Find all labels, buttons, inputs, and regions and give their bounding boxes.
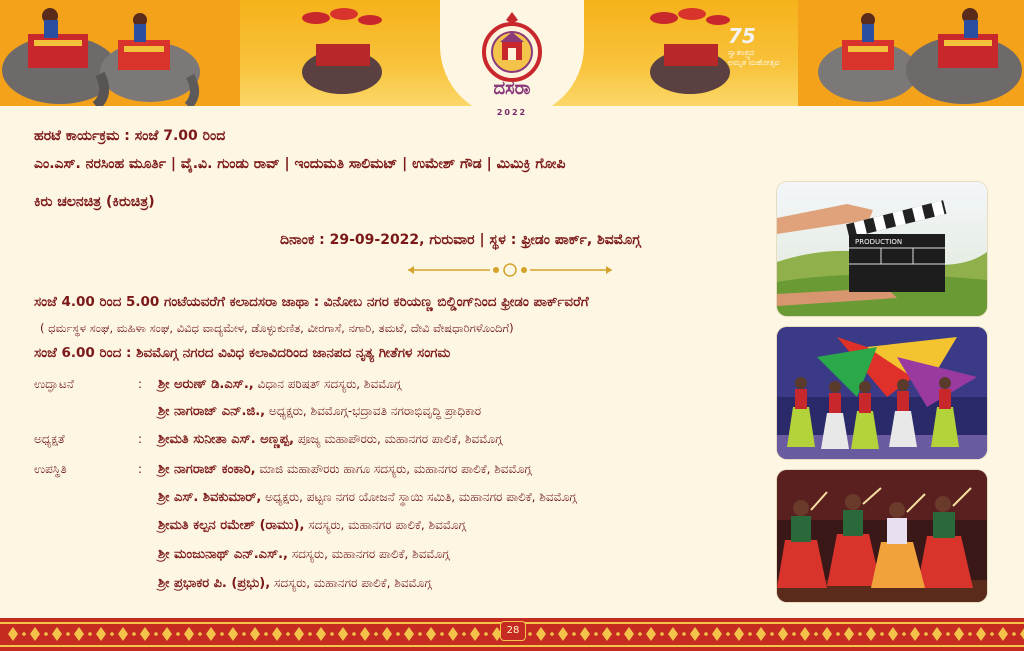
guest-name: ಶ್ರೀ ನಾಗರಾಜ್ ಕಂಕಾರಿ, — [158, 462, 256, 477]
elephant-procession-right — [798, 0, 1024, 106]
guest-row — [34, 490, 577, 505]
guest-colon: : — [138, 432, 143, 446]
guest-row — [34, 462, 532, 477]
jatha-line: ಸಂಜೆ 4.00 ರಿಂದ 5.00 ಗಂಟೆಯವರೆಗೆ ಕಲಾದಸರಾ ಜಾಥಾ : ವಿನೋಬ ನಗರ ಕರಿಯಣ್ಣ ಬಿಲ್ಡಿಂಗ್‌ನಿಂದ ಫ್ರೀಡಂ ಪಾರ್ಕ್‌ವರೆಗೆ — [34, 294, 589, 310]
guest-row — [34, 518, 466, 533]
guest-row — [34, 377, 401, 392]
guest-name: ಶ್ರೀ ಅರುಣ್ ಡಿ.ಎಸ್., — [158, 377, 254, 392]
guest-name: ಶ್ರೀ ಎಸ್. ಶಿವಕುಮಾರ್, — [158, 490, 262, 505]
guest-name: ಶ್ರೀಮತಿ ಕಲ್ಪನ ರಮೇಶ್ (ರಾಮು), — [158, 518, 305, 533]
logo-title: ದಸರಾ — [493, 78, 531, 99]
groups-line: ( ಧರ್ಮಸ್ಥಳ ಸಂಘ, ಮಹಿಳಾ ಸಂಘ, ವಿವಿಧ ವಾದ್ಯಮೇಳ, ಡೊಳ್ಳುಕುಣಿತ, ವೀರಗಾಸೆ, ನಗಾರಿ, ತಮಟೆ, ದೇವಿ ವೇಷಧಾರಿಗಳೊಂದಿಗೆ) — [40, 321, 514, 335]
badge-line-2: ಅಮೃತ ಮಹೋತ್ಸವ — [728, 58, 780, 67]
guest-role: ಉಪಸ್ಥಿತಿ — [34, 462, 67, 476]
guest-row — [34, 576, 432, 591]
short-film-line: ಕಿರು ಚಲನಚಿತ್ರ (ಕಿರುಚಿತ್ರ) — [34, 194, 155, 210]
guest-name: ಶ್ರೀಮತಿ ಸುನೀತಾ ಎಸ್. ಅಣ್ಣಪ್ಪ, — [158, 432, 295, 447]
guest-desc: ಸದಸ್ಯರು, ಮಹಾನಗರ ಪಾಲಿಕೆ, ಶಿವಮೊಗ್ಗ — [304, 518, 466, 532]
guest-desc: ಮಾಜಿ ಮಹಾಪೌರರು ಹಾಗೂ ಸದಸ್ಯರು, ಮಹಾನಗರ ಪಾಲಿಕೆ, ಶಿವಮೊಗ್ಗ — [255, 462, 532, 476]
logo-year: 2022 — [496, 108, 528, 117]
guest-role: ಉದ್ಘಾಟನೆ — [34, 377, 74, 391]
sangama-line: ಸಂಜೆ 6.00 ರಿಂದ : ಶಿವಮೊಗ್ಗ ನಗರದ ವಿವಿಧ ಕಲಾವಿದರಿಂದ ಜಾನಪದ ನೃತ್ಯ ಗೀತೆಗಳ ಸಂಗಮ — [34, 345, 451, 361]
guest-desc: ಅಧ್ಯಕ್ಷರು, ಪಟ್ಟಣ ನಗರ ಯೋಜನೆ ಸ್ಥಾಯಿ ಸಮಿತಿ, ಮಹಾನಗರ ಪಾಲಿಕೆ, ಶಿವಮೊಗ್ಗ — [261, 490, 577, 504]
guest-desc: ಪೂಜ್ಯ ಮಹಾಪೌರರು, ಮಹಾನಗರ ಪಾಲಿಕೆ, ಶಿವಮೊಗ್ಗ — [294, 432, 503, 446]
guest-role: ಅಧ್ಯಕ್ಷತೆ — [34, 432, 65, 446]
guest-name: ಶ್ರೀ ಮಂಜುನಾಥ್ ಎನ್.ಎಸ್., — [158, 547, 288, 562]
guest-name: ಶ್ರೀ ನಾಗರಾಜ್ ಎನ್.ಜಿ., — [158, 404, 266, 419]
elephant-procession-left — [0, 0, 240, 106]
guest-colon: : — [138, 377, 143, 391]
guest-row — [34, 404, 481, 419]
folk-dance-photo-2 — [777, 470, 987, 602]
dasara-logo — [468, 10, 556, 114]
guest-desc: ಸದಸ್ಯರು, ಮಹಾನಗರ ಪಾಲಿಕೆ, ಶಿವಮೊಗ್ಗ — [270, 576, 432, 590]
guest-row — [34, 432, 502, 447]
folk-dance-photo-1 — [777, 327, 987, 459]
guest-desc: ಸದಸ್ಯರು, ಮಹಾನಗರ ಪಾಲಿಕೆ, ಶಿವಮೊಗ್ಗ — [287, 547, 450, 561]
badge-line-1: ಸ್ವಾತಂತ್ರ್ಯದ — [728, 48, 755, 57]
guest-desc: ಅಧ್ಯಕ್ಷರು, ಶಿವಮೊಗ್ಗ-ಭದ್ರಾವತಿ ನಗರಾಭಿವೃದ್ಧಿ ಪ್ರಾಧಿಕಾರ — [265, 404, 482, 418]
ornamental-divider — [404, 260, 616, 280]
guest-desc: ವಿಧಾನ ಪರಿಷತ್ ಸದಸ್ಯರು, ಶಿವಮೊಗ್ಗ — [253, 377, 402, 391]
guest-name: ಶ್ರೀ ಪ್ರಭಾಕರ ಪಿ. (ಪ್ರಭು), — [158, 576, 271, 591]
clapper-text: PRODUCTION — [855, 238, 903, 246]
artists-line: ಎಂ.ಎಸ್. ನರಸಿಂಹ ಮೂರ್ತಿ | ವೈ.ವಿ. ಗುಂಡು ರಾವ್ | ಇಂದುಮತಿ ಸಾಲಿಮಟ್ | ಉಮೇಶ್ ಗೌಡ | ಮಿಮಿಕ್ರಿ ಗೋಪಿ — [34, 156, 566, 172]
badge-number: 75 — [728, 24, 756, 48]
page-number: 28 — [500, 621, 526, 641]
umbrella-procession-right — [644, 0, 734, 100]
umbrella-procession-left — [296, 0, 386, 100]
guest-colon: : — [138, 462, 143, 476]
clapperboard-photo — [777, 182, 987, 316]
date-venue-line: ದಿನಾಂಕ : 29-09-2022, ಗುರುವಾರ | ಸ್ಥಳ : ಫ್ರೀಡಂ ಪಾರ್ಕ್, ಶಿವಮೊಗ್ಗ — [280, 232, 641, 248]
program-heading: ಹರಟೆ ಕಾರ್ಯಕ್ರಮ : ಸಂಜೆ 7.00 ರಿಂದ — [34, 128, 226, 144]
guest-row — [34, 547, 449, 562]
azadi-75-badge — [728, 24, 780, 68]
